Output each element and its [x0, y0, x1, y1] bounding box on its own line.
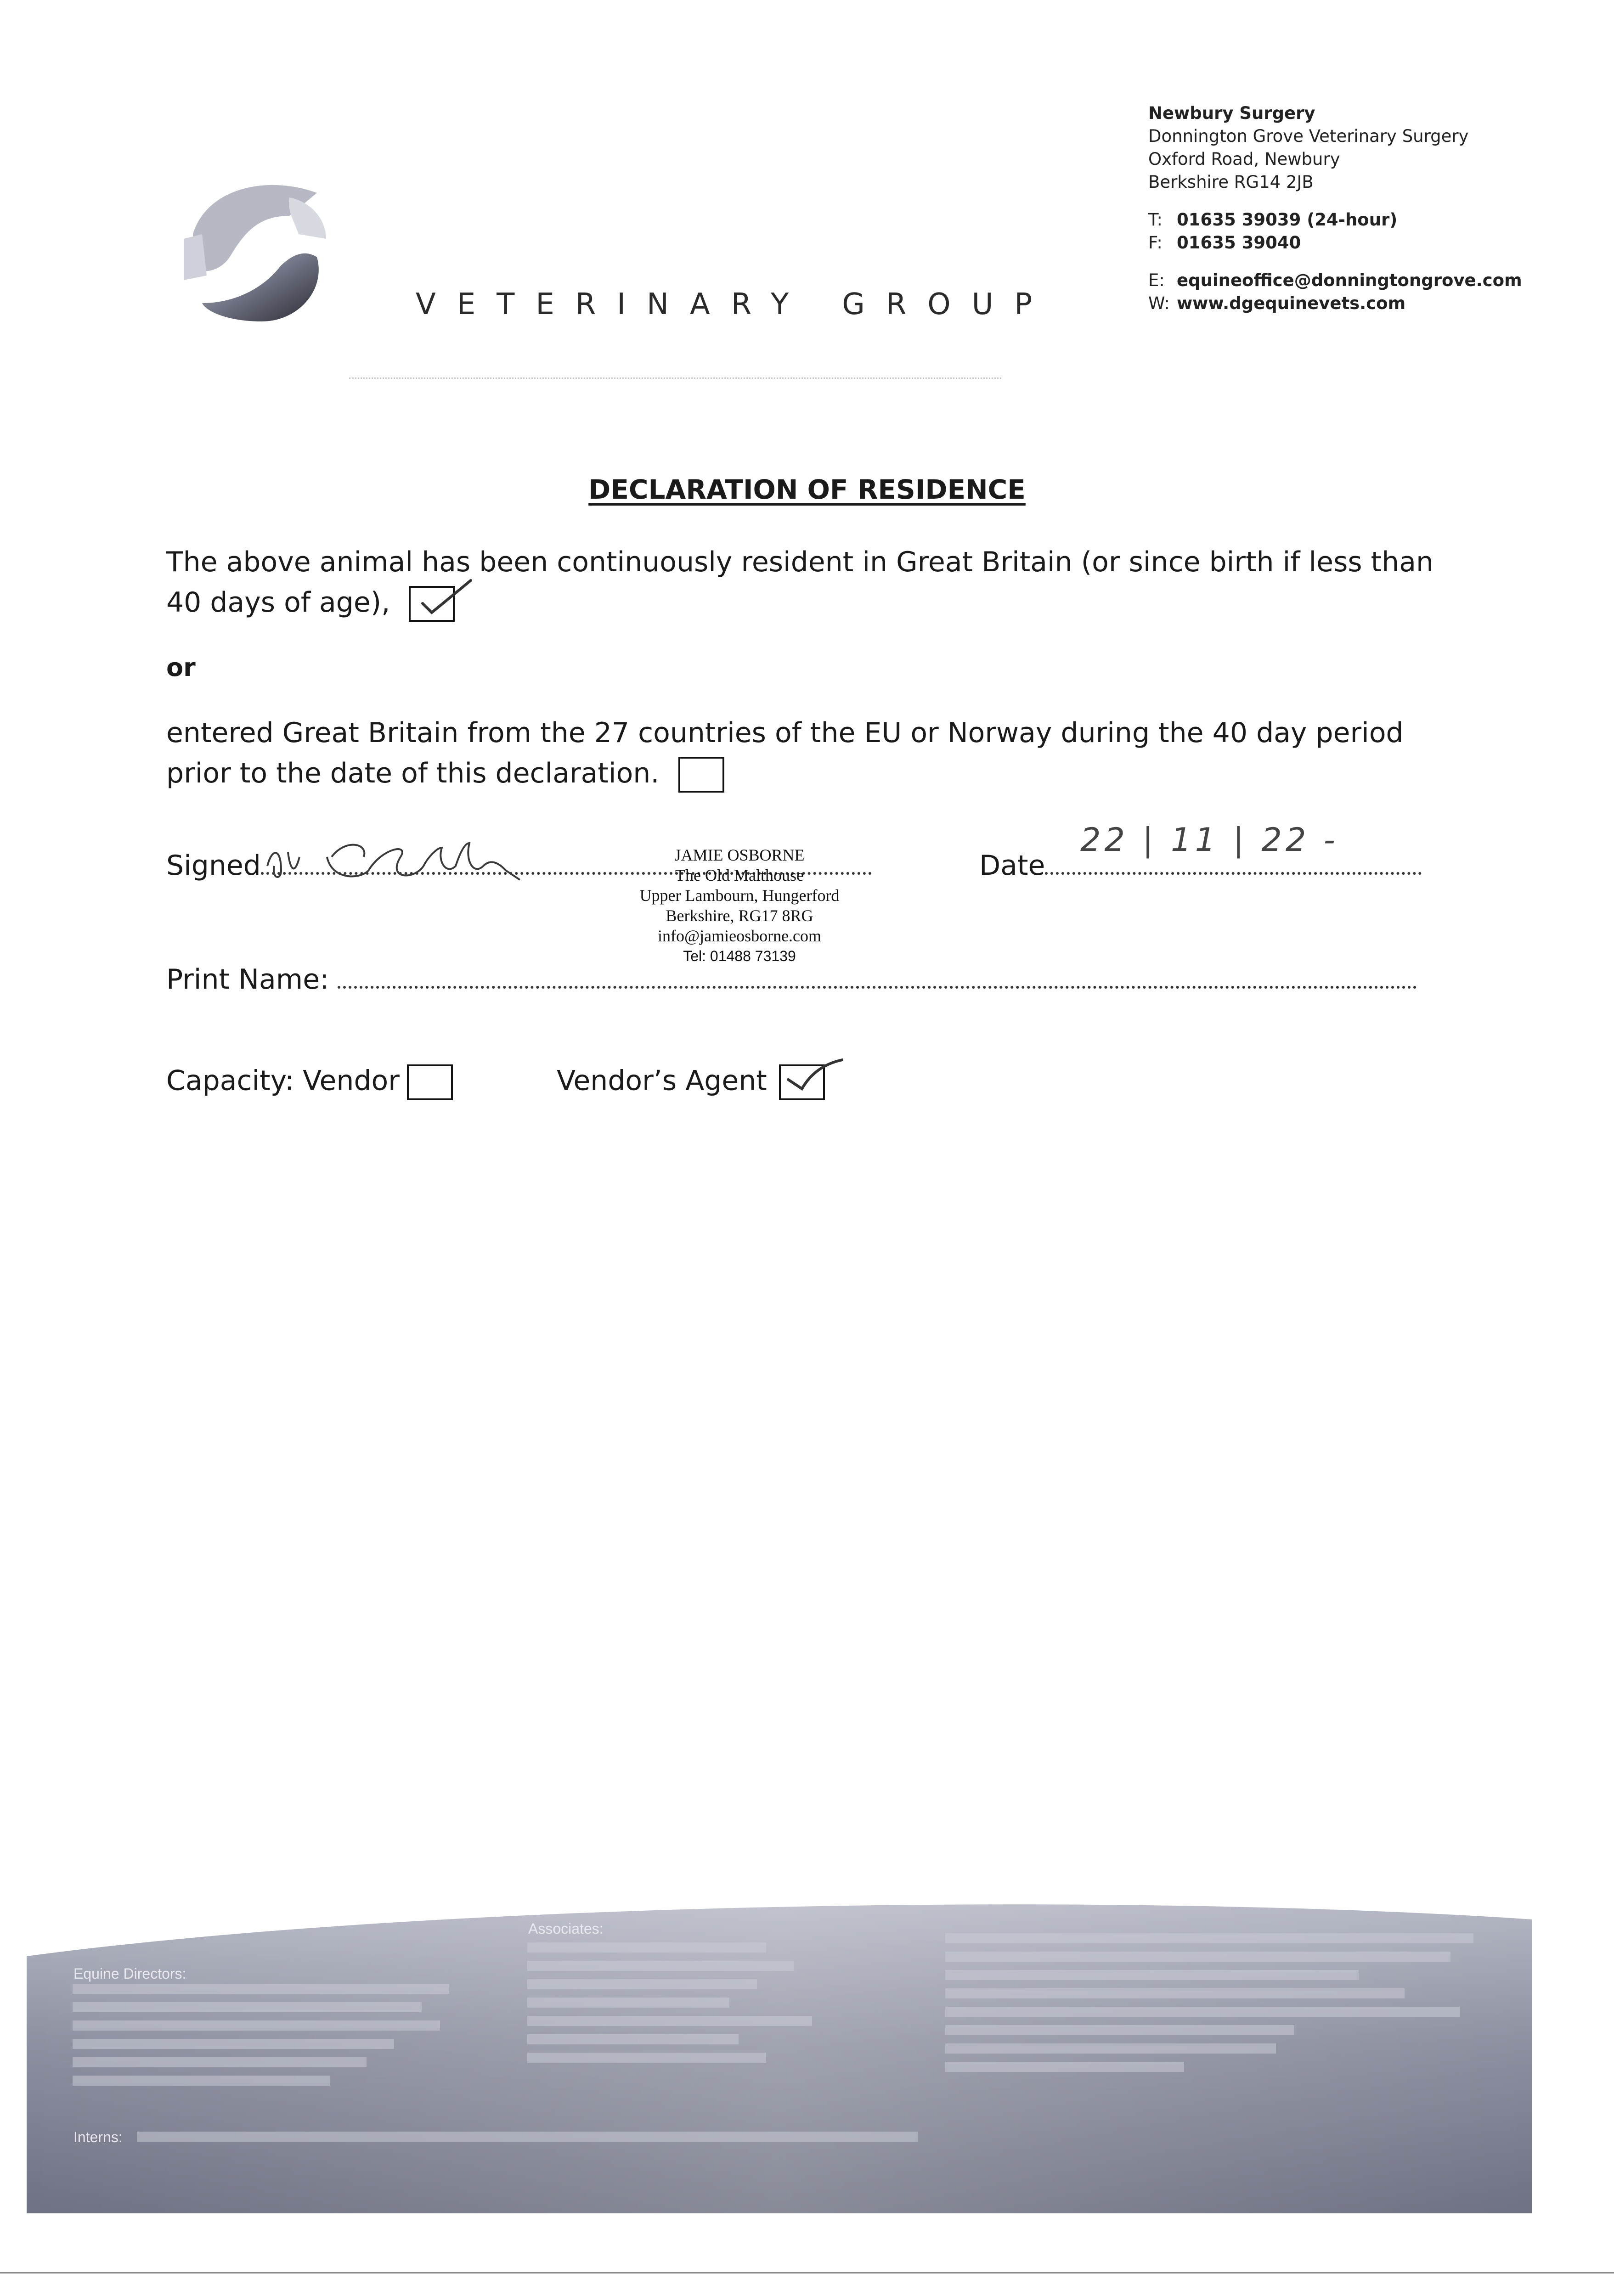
- print-name-row: [166, 963, 1416, 996]
- veterinary-group-logo: [175, 165, 349, 340]
- phone-row: [1148, 208, 1522, 231]
- footer-band: [27, 1896, 1532, 2213]
- email-row: [1148, 269, 1522, 292]
- email-address: equineoffice@donningtongrove.com: [1177, 270, 1522, 290]
- agent-option: [557, 1064, 825, 1100]
- group-name-word1: VETERINARY: [416, 287, 810, 321]
- address-line2: Oxford Road, Newbury: [1148, 149, 1340, 169]
- print-name-label: Print Name:: [166, 963, 329, 996]
- associates-label: Associates:: [528, 1920, 604, 1937]
- declaration-title: DECLARATION OF RESIDENCE: [588, 474, 1026, 505]
- address-line1: Donnington Grove Veterinary Surgery: [1148, 126, 1469, 146]
- interns-label: Interns:: [73, 2129, 123, 2145]
- equine-directors-label: Equine Directors:: [73, 1965, 186, 1982]
- surgery-name: Newbury Surgery: [1148, 103, 1315, 123]
- page-bottom-rule: [0, 2272, 1614, 2273]
- email-label: E:: [1148, 270, 1165, 290]
- stamp-line1: The Old Malthouse: [675, 866, 804, 884]
- stamp-tel: Tel: 01488 73139: [683, 948, 796, 964]
- address-line3: Berkshire RG14 2JB: [1148, 172, 1314, 192]
- date-label: Date: [979, 850, 1045, 882]
- vendor-stamp: [611, 845, 868, 966]
- web-row: [1148, 292, 1522, 315]
- capacity-label: Capacity: Vendor: [166, 1064, 400, 1097]
- phone-label: T:: [1148, 210, 1163, 230]
- stamp-name: JAMIE OSBORNE: [674, 846, 805, 864]
- signed-label: Signed: [166, 850, 261, 882]
- vendor-checkbox[interactable]: [407, 1064, 453, 1100]
- tick-icon: [413, 576, 473, 622]
- print-name-field[interactable]: [338, 986, 1417, 989]
- header-divider: [349, 377, 1001, 379]
- stamp-line3: Berkshire, RG17 8RG: [666, 906, 813, 925]
- handwritten-signature: [263, 829, 575, 894]
- contact-block: [1148, 102, 1522, 315]
- fax-label: F:: [1148, 233, 1163, 253]
- fax-row: [1148, 231, 1522, 254]
- stamp-line4: info@jamieosborne.com: [657, 927, 822, 945]
- web-label: W:: [1148, 293, 1170, 313]
- group-name-word2: GROUP: [842, 287, 1054, 321]
- residence-option-1: [166, 542, 1452, 623]
- agent-checkbox[interactable]: [779, 1064, 825, 1100]
- stamp-line2: Upper Lambourn, Hungerford: [639, 886, 840, 905]
- capacity-row: [166, 1064, 1416, 1100]
- fax-number: 01635 39040: [1177, 233, 1301, 253]
- paragraph-2-text: entered Great Britain from the 27 countries of the EU or Norway during the 40 day period prior to the date of this declaration.: [166, 717, 1404, 789]
- tick-icon: [784, 1054, 843, 1100]
- paragraph-1-text: The above animal has been continuously resident in Great Britain (or since birth if less than 40 days of age),: [166, 546, 1434, 619]
- group-name: [416, 287, 1053, 321]
- date-field[interactable]: [1045, 872, 1422, 875]
- or-separator: or: [166, 653, 196, 682]
- residence-option-2: [166, 713, 1452, 793]
- option-1-checkbox[interactable]: [409, 586, 455, 622]
- handwritten-date: 22 | 11 | 22 -: [1080, 821, 1339, 859]
- agent-label: Vendor’s Agent: [557, 1064, 767, 1097]
- web-address: www.dgequinevets.com: [1177, 293, 1406, 313]
- phone-number: 01635 39039 (24-hour): [1177, 210, 1398, 230]
- option-2-checkbox[interactable]: [678, 757, 724, 793]
